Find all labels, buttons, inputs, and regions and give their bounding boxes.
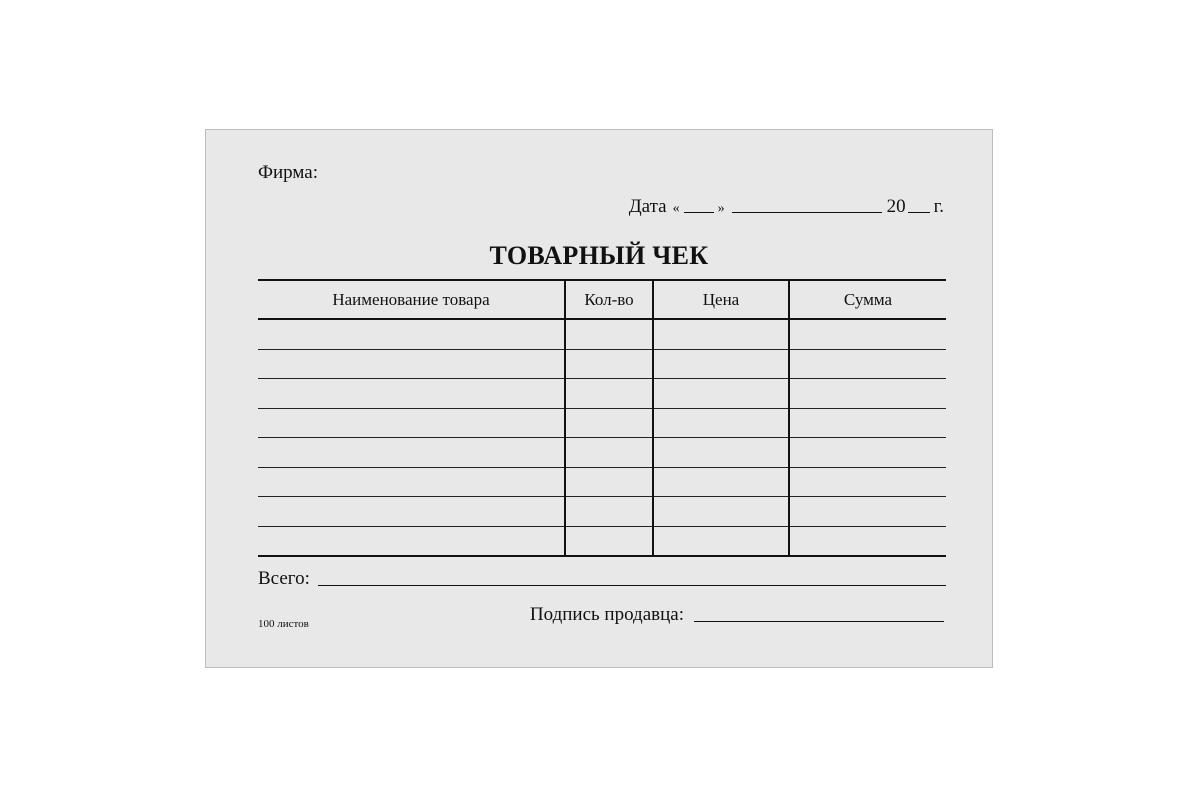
cell-sum xyxy=(789,408,946,438)
firm-label: Фирма: xyxy=(258,162,318,183)
table-row xyxy=(258,349,946,379)
cell-sum xyxy=(789,438,946,468)
total-label: Всего: xyxy=(258,568,310,589)
date-open-quote: « xyxy=(672,201,680,216)
table-header-row xyxy=(258,280,946,319)
cell-price xyxy=(653,379,789,409)
cell-price xyxy=(653,467,789,497)
cell-name xyxy=(258,497,565,527)
table-row xyxy=(258,319,946,349)
col-header-qty: Кол-во xyxy=(565,280,653,319)
table-row xyxy=(258,438,946,468)
cell-price xyxy=(653,319,789,349)
cell-sum xyxy=(789,467,946,497)
cell-qty xyxy=(565,438,653,468)
cell-price xyxy=(653,526,789,556)
total-blank xyxy=(318,585,946,586)
cell-qty xyxy=(565,526,653,556)
items-table xyxy=(258,279,946,557)
sheets-note: 100 листов xyxy=(258,618,309,630)
table-row xyxy=(258,526,946,556)
cell-sum xyxy=(789,319,946,349)
signature-blank xyxy=(694,621,944,622)
cell-sum xyxy=(789,379,946,409)
cell-qty xyxy=(565,408,653,438)
date-label: Дата xyxy=(628,196,667,217)
cell-qty xyxy=(565,467,653,497)
date-year-blank xyxy=(908,211,930,213)
cell-name xyxy=(258,467,565,497)
cell-qty xyxy=(565,349,653,379)
cell-price xyxy=(653,349,789,379)
date-day-blank xyxy=(684,211,714,213)
table-row xyxy=(258,408,946,438)
cell-price xyxy=(653,497,789,527)
table-row xyxy=(258,467,946,497)
date-century: 20 xyxy=(886,196,906,217)
cell-price xyxy=(653,438,789,468)
cell-sum xyxy=(789,497,946,527)
date-line xyxy=(629,196,944,218)
col-header-name: Наименование товара xyxy=(258,280,565,319)
date-close-quote: » xyxy=(717,201,725,216)
cell-name xyxy=(258,379,565,409)
form-title: ТОВАРНЫЙ ЧЕК xyxy=(489,241,709,270)
cell-name xyxy=(258,349,565,379)
col-header-sum: Сумма xyxy=(789,280,946,319)
cell-qty xyxy=(565,379,653,409)
cell-name xyxy=(258,319,565,349)
table-row xyxy=(258,379,946,409)
total-line xyxy=(258,568,946,590)
cell-qty xyxy=(565,497,653,527)
cell-price xyxy=(653,408,789,438)
date-month-blank xyxy=(732,211,882,213)
cell-qty xyxy=(565,319,653,349)
receipt-form xyxy=(205,129,993,668)
signature-line xyxy=(530,604,944,626)
cell-sum xyxy=(789,349,946,379)
cell-name xyxy=(258,408,565,438)
cell-name xyxy=(258,526,565,556)
col-header-price: Цена xyxy=(653,280,789,319)
cell-name xyxy=(258,438,565,468)
date-year-suffix: г. xyxy=(933,196,944,217)
signature-label: Подпись продавца: xyxy=(529,604,684,625)
table-row xyxy=(258,497,946,527)
cell-sum xyxy=(789,526,946,556)
